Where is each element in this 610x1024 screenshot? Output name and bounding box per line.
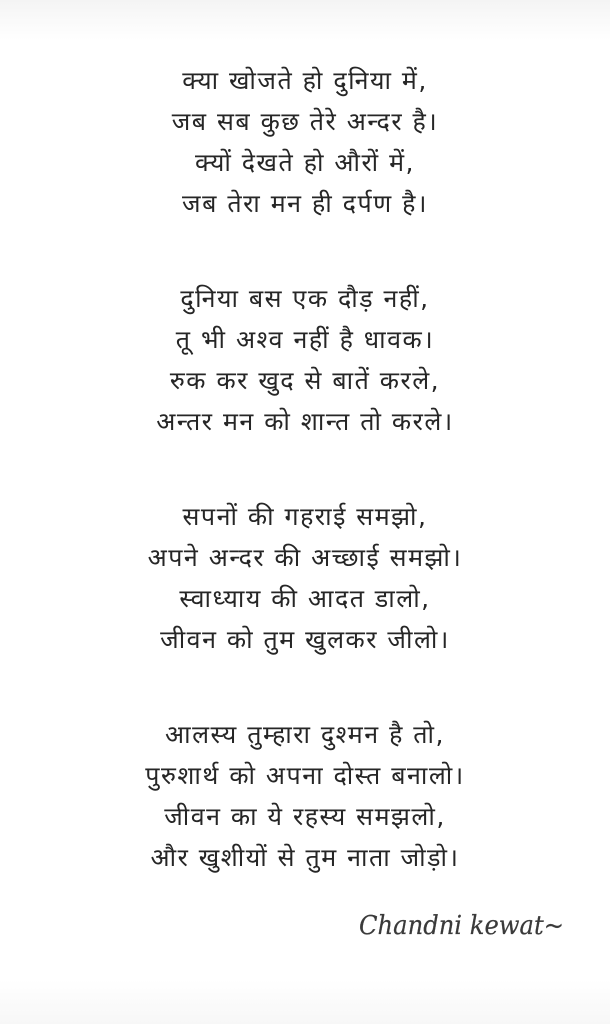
signature-svg [355,898,575,958]
stanza-4 [0,714,610,878]
poem-line: जीवन को तुम खुलकर जीलो। [160,625,450,654]
poem-line: सपनों की गहराई समझो, [182,502,428,531]
stanza-1 [0,60,610,224]
poem-line: क्या खोजते हो दुनिया में, [182,66,428,95]
stanza-3 [0,496,610,660]
stanza-2 [0,278,610,442]
poem-line: स्वाध्याय की आदत डालो, [179,584,431,613]
poem-line: जब सब कुछ तेरे अन्दर है। [171,107,439,136]
poem-line: पुरुशार्थ को अपना दोस्त बनालो। [145,761,465,790]
author-signature [355,898,575,958]
poem-line: अपने अन्दर की अच्छाई समझो। [147,543,463,572]
poem-line: जीवन का ये रहस्य समझलो, [164,802,446,831]
poem-line: और खुशीयों से तुम नाता जोड़ो। [150,843,460,872]
poem-line: अन्तर मन को शान्त तो करले। [156,407,454,436]
poem-line: क्यों देखते हो औरों में, [194,148,416,177]
poem-line: आलस्य तुम्हारा दुश्मन है तो, [165,720,445,749]
poem-body [0,60,610,932]
poem-line: तू भी अश्व नहीं है धावक। [175,325,435,354]
poem-line: दुनिया बस एक दौड़ नहीं, [180,284,430,313]
signature-text: Chandni kewat~ [359,911,564,941]
poem-line: जब तेरा मन ही दर्पण है। [182,189,428,218]
poem-line: रुक कर खुद से बातें करले, [169,366,441,395]
